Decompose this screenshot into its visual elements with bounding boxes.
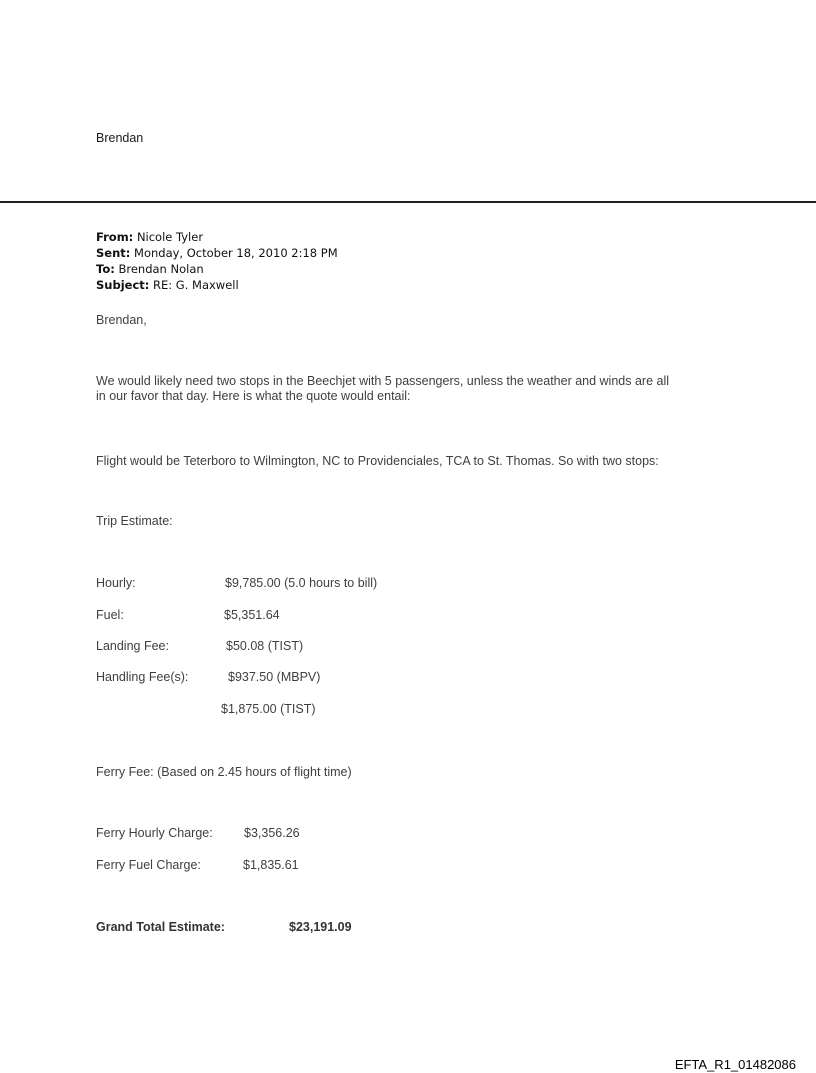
ferry-label-fuel: Ferry Fuel Charge: (96, 858, 201, 872)
document-id-footer: EFTA_R1_01482086 (674, 1057, 796, 1072)
estimate-label-fuel: Fuel: (96, 608, 124, 622)
paragraph-stops-line-1: We would likely need two stops in the Beechjet with 5 passengers, unless the weather and winds are all (96, 374, 670, 388)
estimate-label-hourly: Hourly: (96, 576, 136, 590)
to-label: To: (96, 262, 115, 276)
grand-total-value: $23,191.09 (289, 920, 352, 934)
sent-value: Monday, October 18, 2010 2:18 PM (134, 246, 338, 260)
to-value: Brendan Nolan (118, 262, 204, 276)
trip-estimate-heading: Trip Estimate: (96, 514, 173, 528)
from-value: Nicole Tyler (136, 230, 204, 244)
ferry-fee-heading: Ferry Fee: (Based on 2.45 hours of flight time) (96, 765, 352, 779)
separator-rule (0, 201, 816, 203)
estimate-value-handling-fee-mbpv: $937.50 (MBPV) (228, 670, 321, 684)
from-label: From: (96, 230, 134, 244)
estimate-value-hourly: $9,785.00 (5.0 hours to bill) (225, 576, 378, 590)
estimate-value-landing-fee: $50.08 (TIST) (226, 639, 304, 653)
email-sent-line (96, 245, 338, 261)
estimate-label-landing-fee: Landing Fee: (96, 639, 169, 653)
paragraph-stops-line-2: in our favor that day. Here is what the quote would entail: (96, 389, 411, 403)
subject-value: RE: G. Maxwell (153, 278, 239, 292)
subject-label: Subject: (96, 278, 150, 292)
ferry-label-hourly: Ferry Hourly Charge: (96, 826, 213, 840)
signoff-name: Brendan (96, 131, 144, 145)
email-to-line (96, 261, 204, 277)
email-from-line (96, 229, 203, 245)
sent-label: Sent: (96, 246, 131, 260)
ferry-value-fuel: $1,835.61 (243, 858, 299, 872)
estimate-value-fuel: $5,351.64 (224, 608, 280, 622)
greeting: Brendan, (96, 313, 147, 327)
estimate-label-handling-fees: Handling Fee(s): (96, 670, 189, 684)
ferry-value-hourly: $3,356.26 (244, 826, 300, 840)
email-subject-line (96, 277, 239, 293)
estimate-value-handling-fee-tist: $1,875.00 (TIST) (221, 702, 316, 716)
grand-total-label: Grand Total Estimate: (96, 920, 225, 934)
paragraph-route: Flight would be Teterboro to Wilmington, NC to Providenciales, TCA to St. Thomas. So with two stops: (96, 454, 659, 468)
